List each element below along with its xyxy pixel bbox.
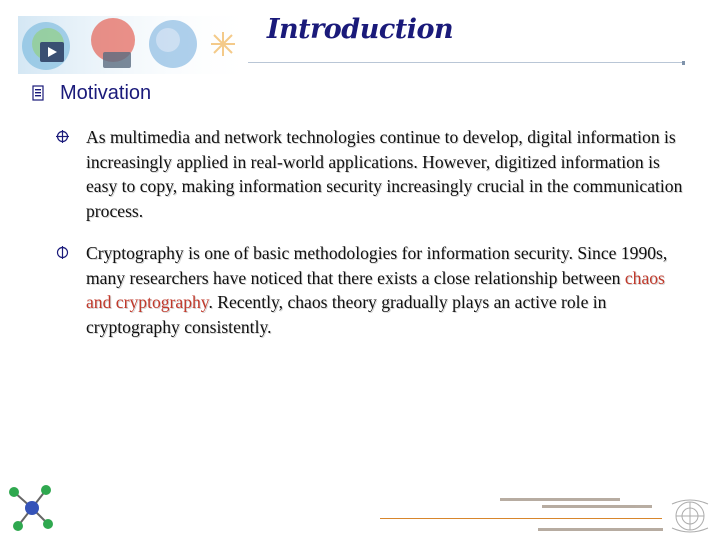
title-divider — [248, 62, 684, 63]
university-logo — [500, 495, 670, 537]
bullet-item-2 — [56, 241, 686, 339]
molecule-icon — [2, 478, 60, 538]
section-heading-row — [32, 80, 151, 106]
bullet-list — [56, 125, 686, 357]
bullet-item-1 — [56, 125, 686, 223]
title-divider-end — [682, 61, 685, 65]
bullet-text-2-after: . Recently, chaos theory gradually plays an active role in cryptography consistently. — [86, 292, 607, 337]
document-bullet-icon — [32, 85, 45, 101]
bullet-text-2-before: Cryptography is one of basic methodologies for information security. Since 1990s, many researchers have noticed that there exists a close relationship between — [86, 243, 668, 288]
circle-line-bullet-icon — [56, 246, 69, 259]
section-heading: Motivation — [60, 81, 152, 104]
fractal-seal-icon — [662, 494, 718, 538]
footer-divider — [380, 518, 662, 519]
bullet-text-1: As multimedia and network technologies continue to develop, digital information is increasingly applied in real-world applications. However, digitized information is easy to copy, making information security increasingly crucial in the communication process. — [86, 127, 683, 221]
highlight-phrase: chaos and cryptography — [86, 267, 665, 312]
circle-cross-bullet-icon — [56, 130, 69, 143]
slide-title: Introduction — [266, 14, 454, 45]
header-collage-icon — [18, 10, 258, 80]
